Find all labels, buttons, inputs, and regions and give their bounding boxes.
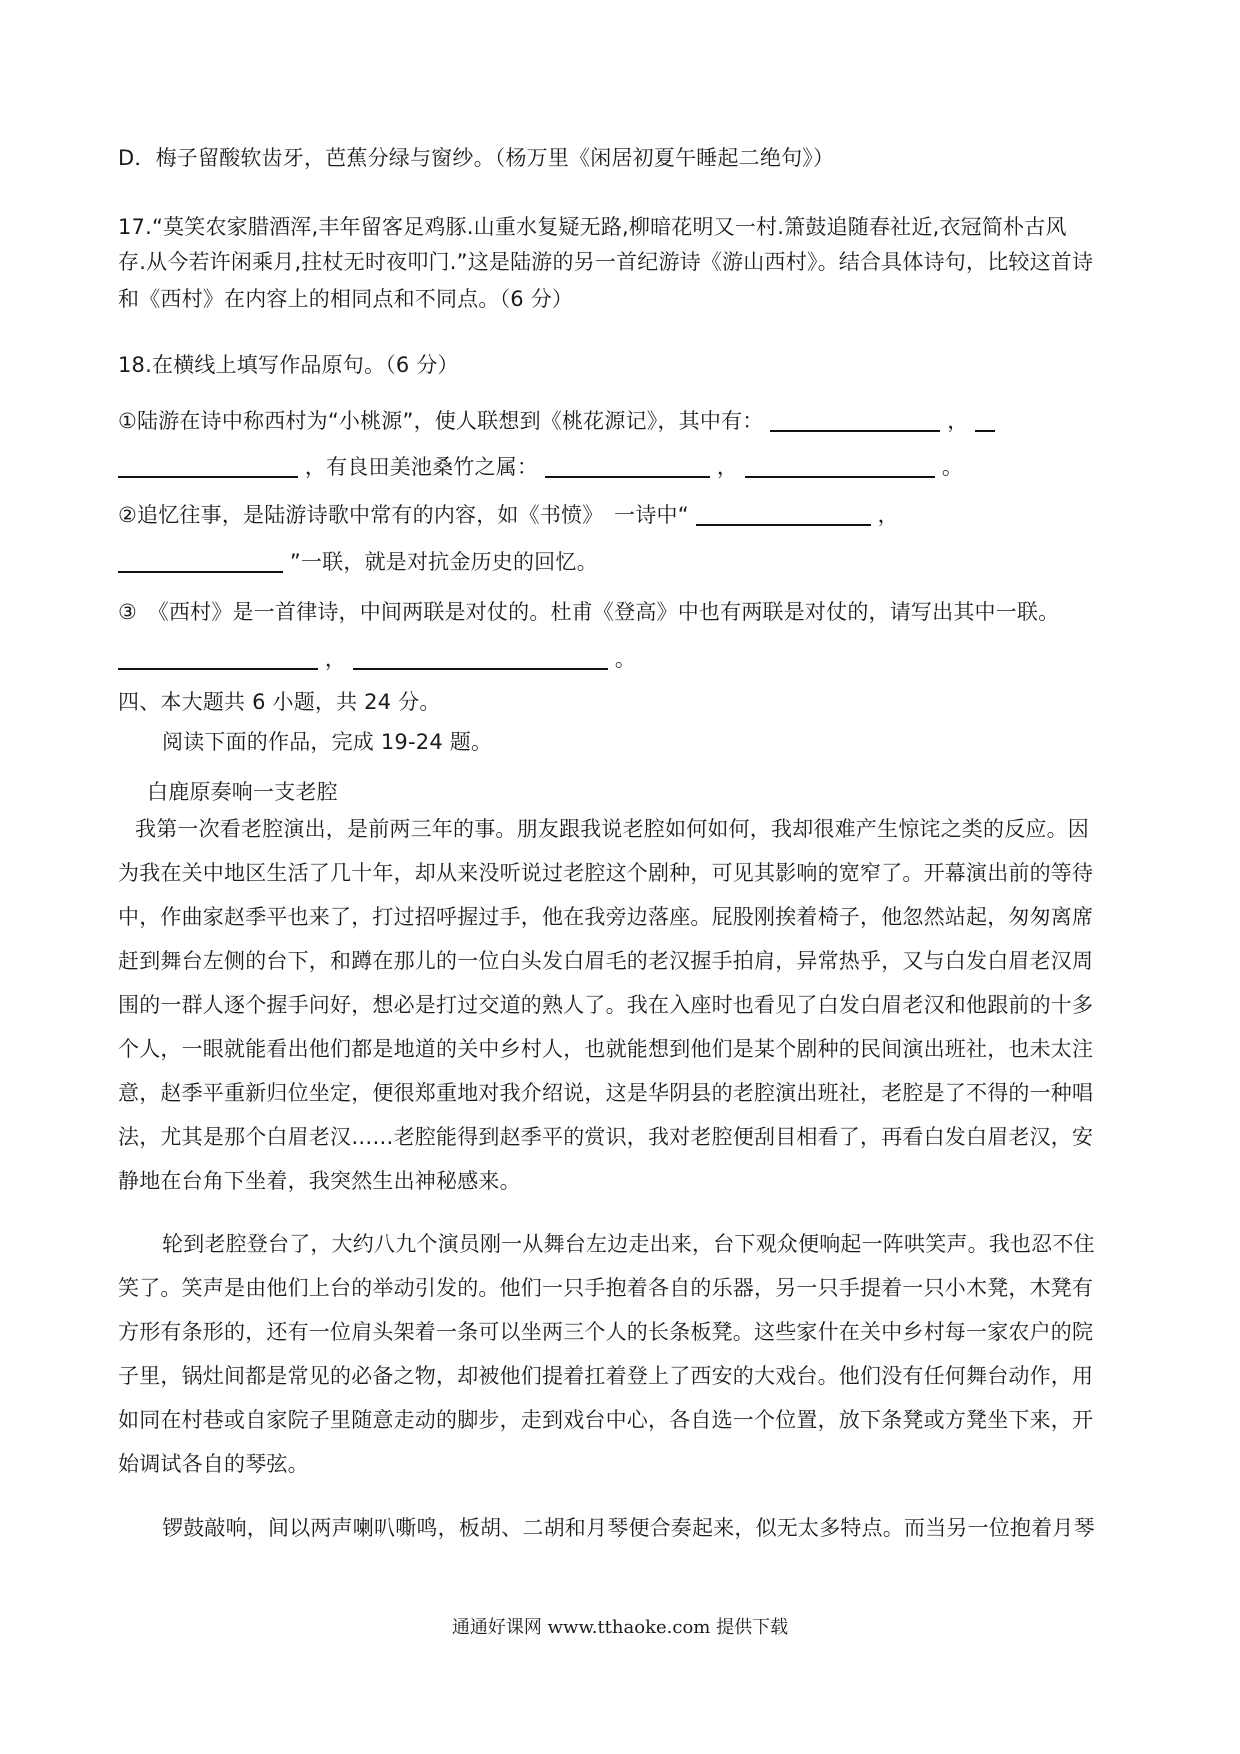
q18-item-2-text: ②追忆往事，是陆游诗歌中常有的内容，如《书愤》 一诗中“	[118, 503, 689, 527]
page-footer: 通通好课网 www.tthaoke.com 提供下载	[451, 1617, 789, 1638]
section-4-instruction: 阅读下面的作品，完成 19-24 题。	[162, 730, 493, 754]
q18-item-1	[118, 406, 1138, 436]
comma: ，	[716, 455, 739, 479]
paragraph-line: 意，赵季平重新归位坐定，便很郑重地对我介绍说，这是华阴县的老腔演出班社，老腔是了不得的一种唱	[118, 1081, 1094, 1105]
answer-blank[interactable]	[696, 502, 871, 526]
comma: ，	[877, 503, 899, 527]
q16-option-d: D．梅子留酸软齿牙，芭蕉分绿与窗纱。（杨万里《闲居初夏午睡起二绝句》）	[118, 146, 835, 170]
answer-blank[interactable]	[770, 408, 940, 432]
q17-line-2: 存.从今若许闲乘月,拄杖无时夜叩门.”这是陆游的另一首纪游诗《游山西村》。结合具体诗句，比较这首诗	[118, 250, 1094, 274]
answer-blank[interactable]	[118, 549, 283, 573]
paragraph-line: 锣鼓敲响，间以两声喇叭嘶鸣，板胡、二胡和月琴便合奏起来，似无太多特点。而当另一位抱着月琴	[162, 1516, 1095, 1540]
paragraph-line: 方形有条形的，还有一位肩头架着一条可以坐两三个人的长条板凳。这些家什在关中乡村每一家农户的院	[118, 1320, 1094, 1344]
paragraph-line: 中，作曲家赵季平也来了，打过招呼握过手，他在我旁边落座。屁股刚挨着椅子，他忽然站起，匆匆离席	[118, 905, 1094, 929]
q18-item-3-answer	[118, 644, 1138, 674]
period: 。	[941, 455, 964, 479]
q18-item-3: ③ 《西村》是一首律诗，中间两联是对仗的。杜甫《登高》中也有两联是对仗的，请写出其中一联。	[118, 600, 1060, 624]
answer-blank[interactable]	[118, 646, 318, 670]
paragraph-line: 为我在关中地区生活了几十年，却从来没听说过老腔这个剧种，可见其影响的宽窄了。开幕演出前的等待	[118, 861, 1094, 885]
answer-blank[interactable]	[353, 646, 608, 670]
article-title: 白鹿原奏响一支老腔	[147, 780, 338, 804]
q17-line-3: 和《西村》在内容上的相同点和不同点。（6 分）	[118, 287, 574, 311]
section-4-heading: 四、本大题共 6 小题，共 24 分。	[118, 690, 441, 714]
paragraph-line: 如同在村巷或自家院子里随意走动的脚步，走到戏台中心，各自选一个位置，放下条凳或方凳坐下来，开	[118, 1408, 1094, 1432]
q18-item-1-text: ①陆游在诗中称西村为“小桃源”，使人联想到《桃花源记》，其中有：	[118, 409, 764, 433]
paragraph-line: 始调试各自的琴弦。	[118, 1452, 309, 1476]
answer-blank[interactable]	[975, 408, 995, 432]
comma: ，	[324, 647, 347, 671]
paragraph-line: 轮到老腔登台了，大约八九个演员刚一从舞台左边走出来，台下观众便响起一阵哄笑声。我也忍不住	[162, 1232, 1095, 1256]
period: 。	[614, 647, 637, 671]
paragraph-line: 静地在台角下坐着，我突然生出神秘感来。	[118, 1169, 521, 1193]
q17-line-1: 17.“莫笑农家腊酒浑,丰年留客足鸡豚.山重水复疑无路,柳暗花明又一村.箫鼓追随春社近,衣冠简朴古风	[118, 215, 1067, 239]
answer-blank[interactable]	[118, 454, 298, 478]
answer-blank[interactable]	[745, 454, 935, 478]
paragraph-line: 个人，一眼就能看出他们都是地道的关中乡村人，也就能想到他们是某个剧种的民间演出班社，也未太注	[118, 1037, 1094, 1061]
paragraph-line: 我第一次看老腔演出，是前两三年的事。朋友跟我说老腔如何如何，我却很难产生惊诧之类的反应。因	[135, 817, 1089, 841]
q18-item-2-end: ”一联，就是对抗金历史的回忆。	[289, 550, 598, 574]
q18-item-2	[118, 500, 1138, 530]
answer-blank[interactable]	[545, 454, 710, 478]
paragraph-line: 笑了。笑声是由他们上台的举动引发的。他们一只手抱着各自的乐器，另一只手提着一只小木凳，木凳有	[118, 1276, 1094, 1300]
paragraph-line: 赶到舞台左侧的台下，和蹲在那儿的一位白头发白眉毛的老汉握手拍肩，异常热乎，又与白发白眉老汉周	[118, 949, 1094, 973]
comma: ，	[947, 409, 969, 433]
q18-item-2-cont	[118, 547, 1138, 577]
paragraph-line: 围的一群人逐个握手问好，想必是打过交道的熟人了。我在入座时也看见了白发白眉老汉和他跟前的十多	[118, 993, 1094, 1017]
q18-item-1-cont	[118, 452, 1138, 482]
paragraph-line: 子里，锅灶间都是常见的必备之物，却被他们提着扛着登上了西安的大戏台。他们没有任何舞台动作，用	[118, 1364, 1094, 1388]
paragraph-line: 法，尤其是那个白眉老汉……老腔能得到赵季平的赏识，我对老腔便刮目相看了，再看白发白眉老汉，安	[118, 1125, 1094, 1149]
q18-item-1-mid: ，有良田美池桑竹之属：	[304, 455, 539, 479]
q18-title: 18.在横线上填写作品原句。（6 分）	[118, 353, 459, 377]
